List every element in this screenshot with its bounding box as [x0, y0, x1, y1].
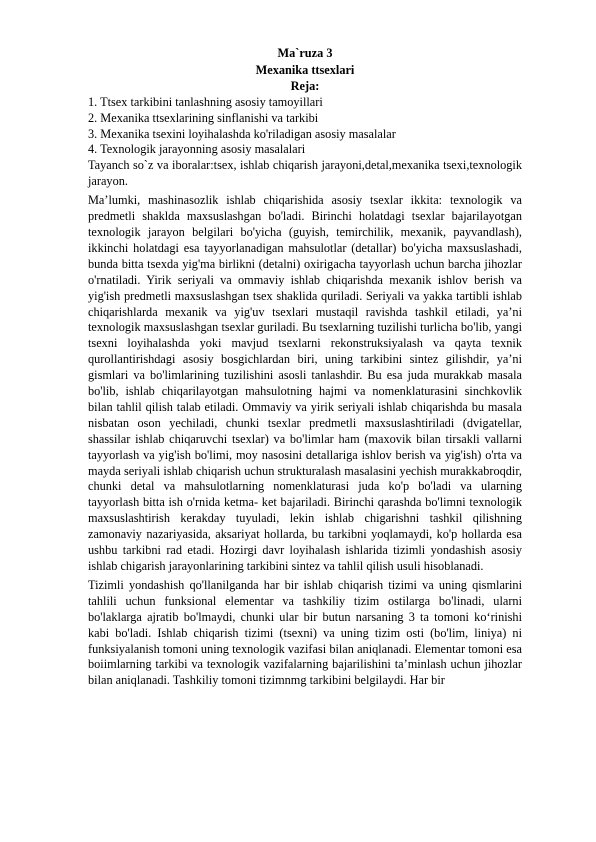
plan-heading: Reja: [290, 78, 320, 93]
keywords: Tayanch so`z va iboralar:tsex, ishlab chiqarish jarayoni,detal,mexanika tsexi,texnologik jarayon. [88, 158, 522, 189]
lecture-number: Ma`ruza 3 [277, 46, 333, 60]
plan-item: 4. Texnologik jarayonning asosiy masalalari [88, 142, 306, 157]
paragraph: Ma’lumki, mashinasozlik ishlab chiqarishida asosiy tsexlar ikkita: texnologik va predmetli shaklda maxsuslashgan bo'ladi. Birinchi holatdagi tsexlar bajarilayotgan texnologik jarayon belgilari bo'yicha (guyish, temirchilik, mexanik, payvandlash), ikkinchi holatdagi esa tayyorlanadigan mahsulotlar (detallar) bo'yicha maxsuslashadi, bunda bitta tsexda yig'ma birlikni (detalni) oxirigacha tayyorlash uchun barcha jihozlar o'rnatiladi. Yirik seriyali va ommaviy ishlab chiqarishda mexanik ishlov berish va yig'ish predmetli maxsuslashgan tsex shaklida quriladi. Seriyali va yakka tartibli ishlab chiqarishlarda mexanik va yig'uv tsexlari mustaqil ravishda tashkil etiladi, ya’ni texnologik maxsuslashgan tsexlar guriladi. Bu tsexlarning tuzilishi turlicha bo'lib, yangi tsexni loyihalashda yoki mavjud tsexlarni rekonstruksiyalash va qayta texnik qurollantirishdagi asosiy bosgichlardan biri, uning tarkibini sintez gilishdir, ya’ni gismlari va bo'limlarining tuzilishini asosli tanlashdir. Bu esa juda murakkab masala bo'lib, ishlab chiqarilayotgan mahsulotning hajmi va nomenklaturasini sinchkovlik bilan tahlil qilish talab etiladi. Ommaviy va yirik seriyali ishlab chiqarishda bu masala nisbatan oson yechiladi, chunki tsexlar predmetli maxsuslashtiriladi (dvigatellar, shassilar ishlab chiqaruvchi tsexlar) va bo'limlar ham (maxovik bilan tirsakli vallarni tayyorlash va yig'ish bo'limi, moy nasosini detallariga ishlov berish va yig'ish) o'rta va mayda seriyali ishlab chiqarish uchun strukturalash masalasini yechish murakkabroqdir, chunki detal va mahsulotlarning nomenklaturasi juda ko'p bo'ladi va ularning tayyorlash bitta ish o'rnida ketma- ket bajariladi. Birinchi qarashda bo'limni texnologik maxsuslashtirish kerakday tuyuladi, lekin ishlab chigarishni tashkil qilishning zamonaviy nazariyasida, aksariyat hollarda, bu tarkibni yoqlamaydi, ko'p hollarda esa ushbu tarkibni rad etadi. Hozirgi davr loyihalash ishlarida tizimli yondashish asosiy ishlab chigarish jarayonlarining tarkibini sintez va tahlil qilish usuli hisoblanadi. [88, 193, 522, 573]
plan-item: 3. Mexanika tsexini loyihalashda ko'riladigan asosiy masalalar [88, 126, 396, 141]
paragraph: Tizimli yondashish qo'llanilganda har bir ishlab chiqarish tizimi va uning qismlarini tahlili uchun funksional elementar va tashkiliy tizim ostilarga bo'linadi, ularni bo'laklarga ajratib bo'lmaydi, chunki ular bir butun narsaning 3 ta tomoni ko‘rinishi kabi bo'ladi. Ishlab chiqarish tizimi (tsexni) va uning tizim osti (bo'lim, liniya) ni funksiyalanish tomoni uning texnologik vazifasi bilan aniqlanadi. Elementar tomoni esa boiimlarning tarkibi va texnologik vazifalarning bajarilishini ta’minlash uchun jihozlar bilan aniqlanadi. Tashkiliy tomoni tizimnmg tarkibini belgilaydi. Har bir [88, 577, 522, 688]
plan-item: 2. Mexanika ttsexlarining sinflanishi va tarkibi [88, 110, 319, 125]
plan-list [88, 95, 522, 159]
page-title: Mexanika ttsexlari [255, 62, 355, 77]
plan-item: 1. Ttsex tarkibini tanlashning asosiy tamoyillari [88, 94, 323, 109]
